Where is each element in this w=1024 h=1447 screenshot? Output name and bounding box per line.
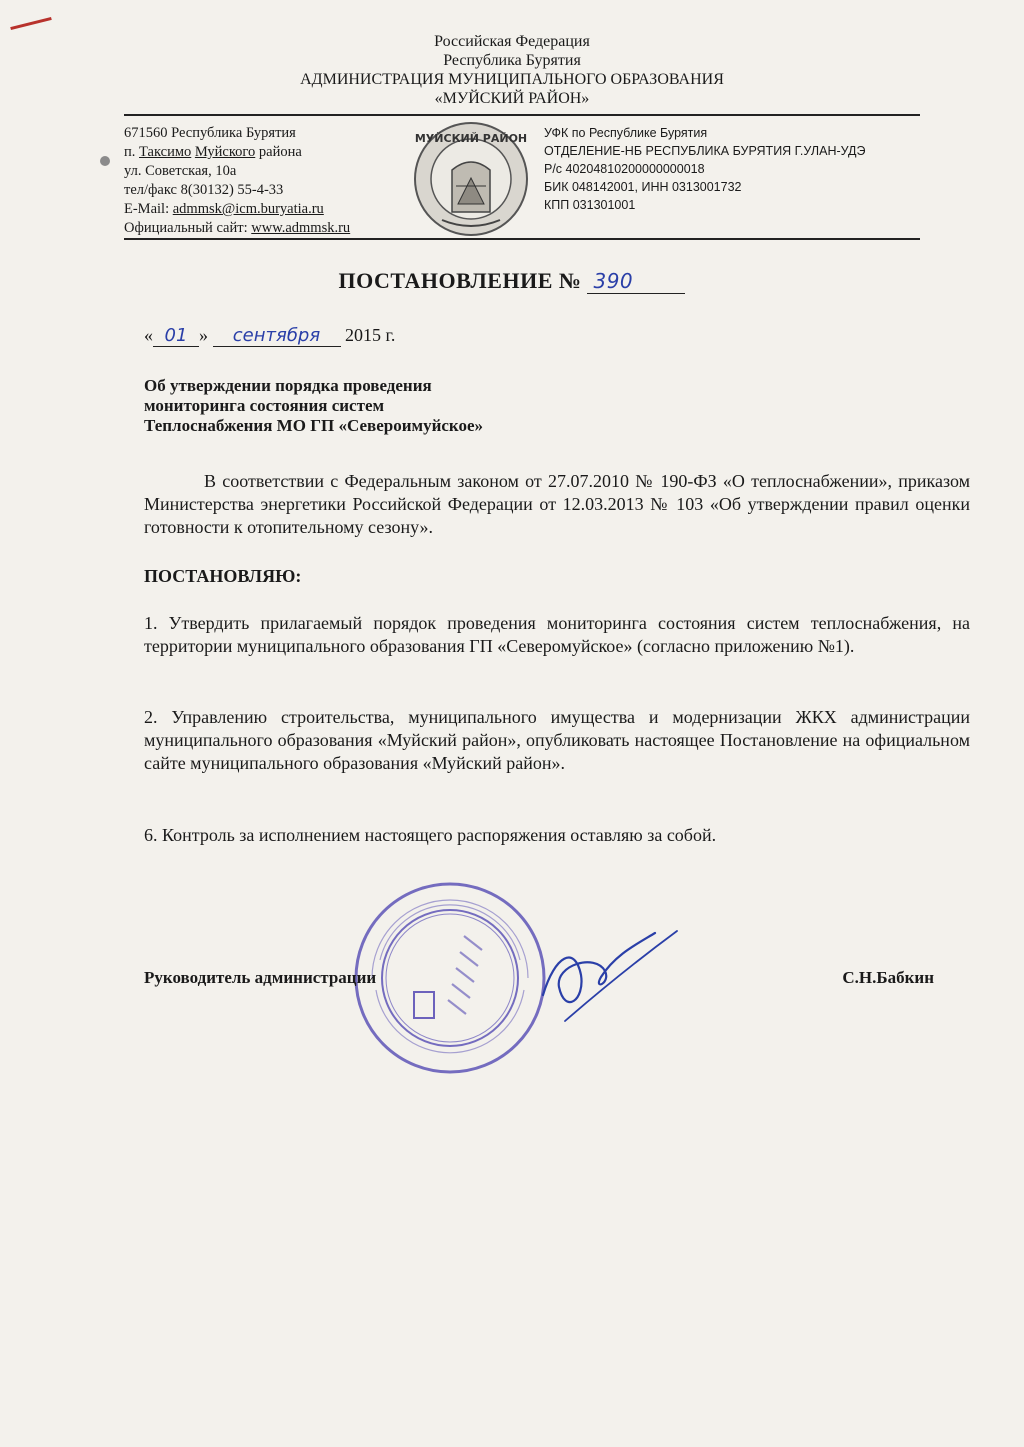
letterhead: [0, 32, 1024, 108]
bank-line: БИК 048142001, ИНН 0313001732: [544, 180, 742, 194]
corner-mark: [10, 17, 51, 30]
bank-details: [544, 124, 865, 214]
handwritten-signature: [535, 925, 685, 1035]
bank-line: УФК по Республике Бурятия: [544, 126, 708, 140]
signatory-name: С.Н.Бабкин: [842, 968, 934, 987]
document-title: [0, 268, 1024, 294]
address-block: [124, 124, 350, 238]
header-country: Российская Федерация: [434, 33, 590, 50]
date-day: 01: [153, 325, 199, 347]
email-line: E-Mail: admmsk@icm.buryatia.ru: [124, 201, 324, 217]
preamble-paragraph: В соответствии с Федеральным законом от 27.07.2010 № 190-ФЗ «О теплоснабжении», приказом Министерства энергетики Российской Федерации от 12.03.2013 № 103 «Об утверждении правил оценки готовности к отопительному сезону».: [144, 471, 970, 537]
decree-item-2: 2. Управлению строительства, муниципального имущества и модернизации ЖКХ администрации муниципального образования «Муйский район», опубликовать настоящее Постановление на официальном сайте муниципального образования «Муйский район».: [144, 707, 970, 773]
date-year: 2015 г.: [345, 325, 396, 345]
bank-line: Р/с 40204810200000000018: [544, 162, 705, 176]
document-number: 390: [587, 269, 685, 294]
header-republic: Республика Бурятия: [443, 52, 581, 69]
emblem-text: МУЙСКИЙ РАЙОН: [414, 132, 528, 145]
website-link[interactable]: www.admmsk.ru: [251, 220, 351, 236]
phone-line: тел/факс 8(30132) 55-4-33: [124, 182, 284, 198]
punch-hole: [100, 156, 110, 166]
address-line: 671560 Республика Бурятия: [124, 125, 296, 141]
address-line: ул. Советская, 10а: [124, 163, 237, 179]
document-subject: Об утверждении порядка проведения мониторинга состояния систем Теплоснабжения МО ГП «Североимуйское»: [144, 376, 484, 435]
header-rule-top: [124, 114, 920, 116]
document-date: « 01 » сентября 2015 г.: [144, 325, 396, 346]
decree-item-6: 6. Контроль за исполнением настоящего распоряжения оставляю за собой.: [144, 825, 717, 845]
coat-of-arms-icon: [412, 120, 530, 238]
bank-line: КПП 031301001: [544, 198, 636, 212]
decree-heading: ПОСТАНОВЛЯЮ:: [144, 566, 302, 586]
signatory-position: Руководитель администрации: [144, 968, 377, 987]
bank-line: ОТДЕЛЕНИЕ-НБ РЕСПУБЛИКА БУРЯТИЯ Г.УЛАН-УДЭ: [544, 144, 866, 158]
address-line: п. Таксимо Муйского района: [124, 144, 302, 160]
decree-item-1: 1. Утвердить прилагаемый порядок проведения мониторинга состояния систем теплоснабжения, на территории муниципального образования ГП «Северомуйское» (согласно приложению №1).: [144, 613, 970, 656]
title-label: ПОСТАНОВЛЕНИЕ №: [338, 268, 582, 293]
header-rule-bottom: [124, 238, 920, 240]
header-district: «МУЙСКИЙ РАЙОН»: [434, 90, 590, 107]
date-month: сентября: [213, 325, 341, 347]
website-line: Официальный сайт: www.admmsk.ru: [124, 220, 351, 236]
header-administration: АДМИНИСТРАЦИЯ МУНИЦИПАЛЬНОГО ОБРАЗОВАНИЯ: [300, 71, 724, 88]
email-link[interactable]: admmsk@icm.buryatia.ru: [172, 201, 324, 217]
